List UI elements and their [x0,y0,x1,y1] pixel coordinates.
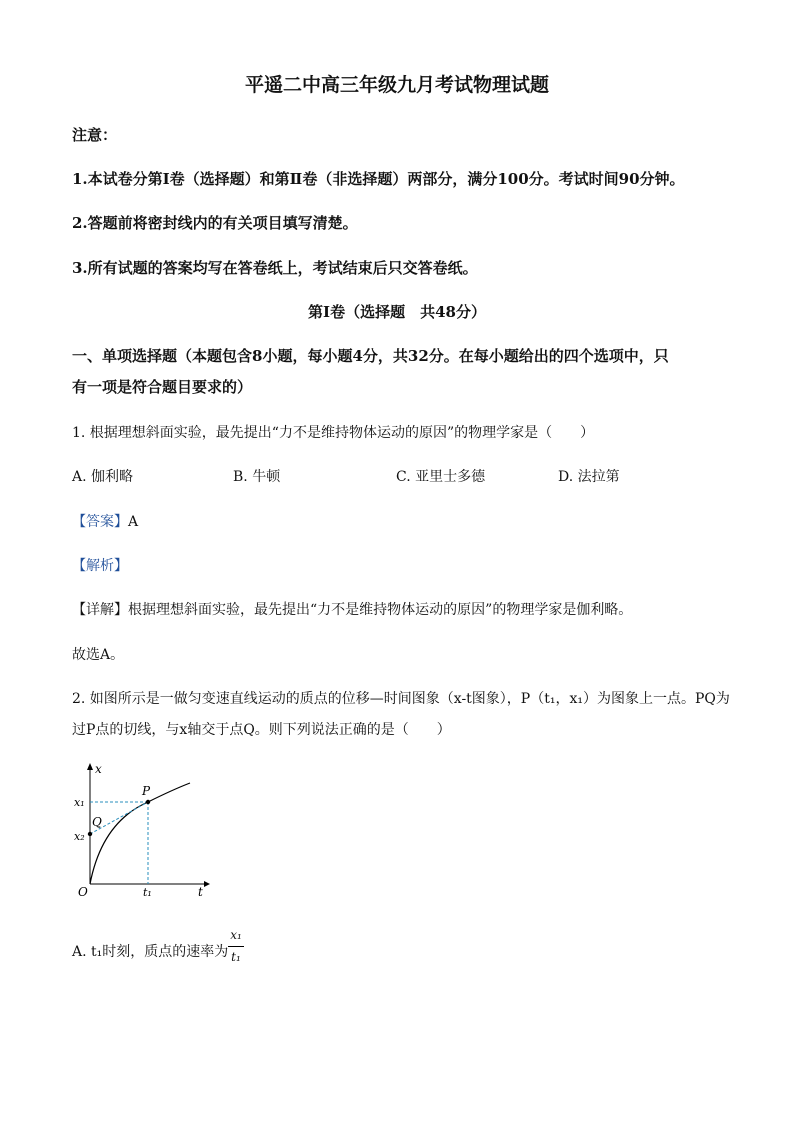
t-axis-label: t [198,885,203,899]
notice-heading: 注意： [72,126,118,144]
question-2-stem-line2: 过P点的切线，与x轴交于点Q。则下列说法正确的是（ ） [72,722,451,738]
part1-instructions-line1: 一、单项选择题（本题包含8小题，每小题4分，共32分。在每小题给出的四个选项中，只 [72,347,669,365]
answer-value: A [128,514,139,530]
q1-detail-line [72,599,632,619]
origin-label: O [78,885,88,899]
analysis-tag: 【解析】 [72,558,128,574]
q2-option-a-numerator: x₁ [230,928,242,942]
t1-label: t₁ [143,886,152,899]
point-q [88,832,92,836]
p-label: P [142,784,151,798]
x-axis-label: x [95,762,102,776]
detail-tag: 【详解】 [72,602,128,618]
q2-option-a-text: A. t₁时刻，质点的速率为 [72,944,229,960]
q1-option-d: D. 法拉第 [558,469,620,485]
detail-text: 根据理想斜面实验，最先提出“力不是维持物体运动的原因”的物理学家是伽利略。 [128,602,633,618]
exam-title: 平遥二中高三年级九月考试物理试题 [244,74,549,96]
q1-option-c: C. 亚里士多德 [396,469,486,485]
fraction-bar [228,946,244,947]
q2-option-a-denominator: t₁ [231,950,241,964]
t-axis-arrow [204,881,210,887]
q1-conclusion: 故选A。 [72,647,125,663]
notice-item-1: 1.本试卷分第Ⅰ卷（选择题）和第Ⅱ卷（非选择题）两部分，满分100分。考试时间90分钟。 [72,170,685,188]
q-label: Q [92,815,102,829]
part1-instructions-line2: 有一项是符合题目要求的） [72,378,253,396]
q1-option-b: B. 牛顿 [233,469,281,485]
x2-label: x₂ [74,830,85,843]
point-p [146,800,150,804]
section-title: 第Ⅰ卷（选择题 共48分） [308,303,486,321]
question-2-stem-line1: 2. 如图所示是一做匀变速直线运动的质点的位移—时间图象（x-t图象），P（t₁，x₁）为图象上一点。PQ为 [72,691,730,707]
q1-option-a: A. 伽利略 [72,469,134,485]
x1-label: x₁ [74,796,85,809]
question-1-stem: 1. 根据理想斜面实验，最先提出“力不是维持物体运动的原因”的物理学家是（ ） [72,425,595,441]
xt-graph-figure [68,760,218,900]
x-axis-arrow [87,763,93,770]
q1-answer-line [72,511,138,531]
notice-item-3: 3.所有试题的答案均写在答卷纸上，考试结束后只交答卷纸。 [72,259,478,277]
notice-item-2: 2.答题前将密封线内的有关项目填写清楚。 [72,214,358,232]
answer-tag: 【答案】 [72,514,128,530]
xt-curve [90,783,190,884]
